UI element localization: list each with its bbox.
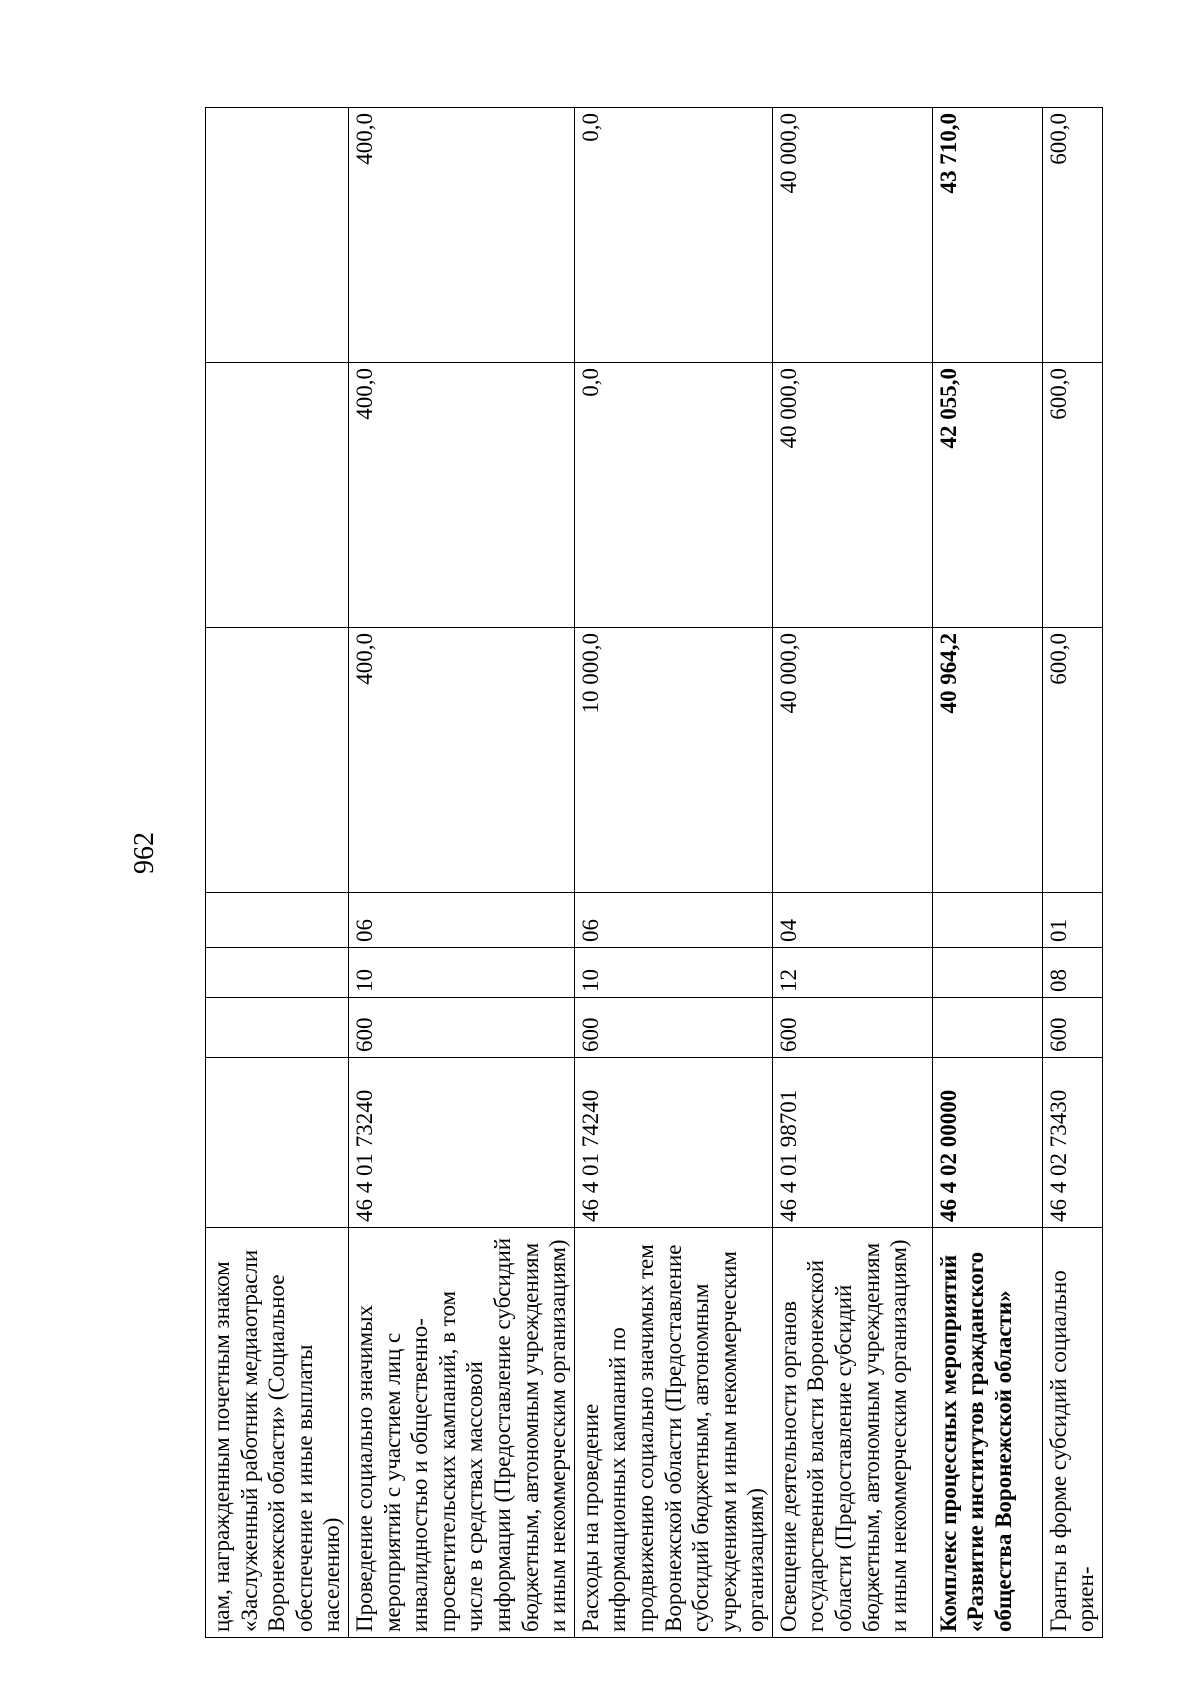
row-year3: 43 710,0: [932, 108, 1042, 363]
row-year1: 40 000,0: [772, 628, 932, 893]
row-year2: 400,0: [348, 363, 574, 628]
row-year3: [206, 108, 349, 363]
row-year2: 600,0: [1042, 363, 1102, 628]
row-code: [206, 1058, 349, 1228]
table-row: [574, 108, 772, 1638]
row-year3: 400,0: [348, 108, 574, 363]
page-number: 962: [129, 832, 160, 874]
table-row: [206, 108, 349, 1638]
row-pr: [206, 893, 349, 948]
row-name: Гранты в форме субсидий социально ориен-: [1042, 1228, 1102, 1638]
rotated-table-content: [205, 108, 1099, 1638]
rotated-table-frame: [205, 108, 1099, 1638]
row-vr: 600: [1042, 998, 1102, 1058]
row-year1: 600,0: [1042, 628, 1102, 893]
row-name: цам, награжденным почетным знаком «Заслуженный работник медиаотрасли Воронежской области» (Социальное обеспечение и иные выплаты населению): [206, 1228, 349, 1638]
row-year2: 0,0: [574, 363, 772, 628]
row-code: 46 4 02 73430: [1042, 1058, 1102, 1228]
budget-table: [205, 107, 1103, 1638]
row-rz: 08: [1042, 948, 1102, 998]
row-vr: 600: [348, 998, 574, 1058]
row-year2: 40 000,0: [772, 363, 932, 628]
row-year2: 42 055,0: [932, 363, 1042, 628]
row-pr: 06: [348, 893, 574, 948]
row-vr: 600: [772, 998, 932, 1058]
table-row: [1042, 108, 1102, 1638]
row-rz: [206, 948, 349, 998]
row-code: 46 4 01 73240: [348, 1058, 574, 1228]
table-row: [932, 108, 1042, 1638]
row-name: Проведение социально значимых мероприятий с участием лиц с инвалидностью и общественно-просветительских кампаний, в том числе в средствах массовой информации (Предоставление субсидий бюджетным, автономным учреждениям и иным некоммерческим организациям): [348, 1228, 574, 1638]
row-pr: 06: [574, 893, 772, 948]
row-year1: 400,0: [348, 628, 574, 893]
row-code: 46 4 01 74240: [574, 1058, 772, 1228]
row-pr: 04: [772, 893, 932, 948]
row-name: Освещение деятельности органов государственной власти Воронежской области (Предоставление субсидий бюджетным, автономным учреждениям и иным некоммерческим организациям): [772, 1228, 932, 1638]
row-name: Расходы на проведение информационных кампаний по продвижению социально значимых тем Воронежской области (Предоставление субсидий бюджетным, автономным учреждениям и иным некоммерческим организациям): [574, 1228, 772, 1638]
table-row: [348, 108, 574, 1638]
row-rz: 10: [348, 948, 574, 998]
row-year1: [206, 628, 349, 893]
table-row: [772, 108, 932, 1638]
row-code: 46 4 02 00000: [932, 1058, 1042, 1228]
row-rz: [932, 948, 1042, 998]
row-rz: 10: [574, 948, 772, 998]
row-year2: [206, 363, 349, 628]
row-year3: 600,0: [1042, 108, 1102, 363]
row-rz: 12: [772, 948, 932, 998]
row-year1: 10 000,0: [574, 628, 772, 893]
row-pr: [932, 893, 1042, 948]
row-name: Комплекс процессных мероприятий «Развитие институтов гражданского общества Воронежской области»: [932, 1228, 1042, 1638]
row-year3: 0,0: [574, 108, 772, 363]
row-vr: 600: [574, 998, 772, 1058]
row-year1: 40 964,2: [932, 628, 1042, 893]
row-code: 46 4 01 98701: [772, 1058, 932, 1228]
row-pr: 01: [1042, 893, 1102, 948]
row-vr: [932, 998, 1042, 1058]
row-year3: 40 000,0: [772, 108, 932, 363]
row-vr: [206, 998, 349, 1058]
